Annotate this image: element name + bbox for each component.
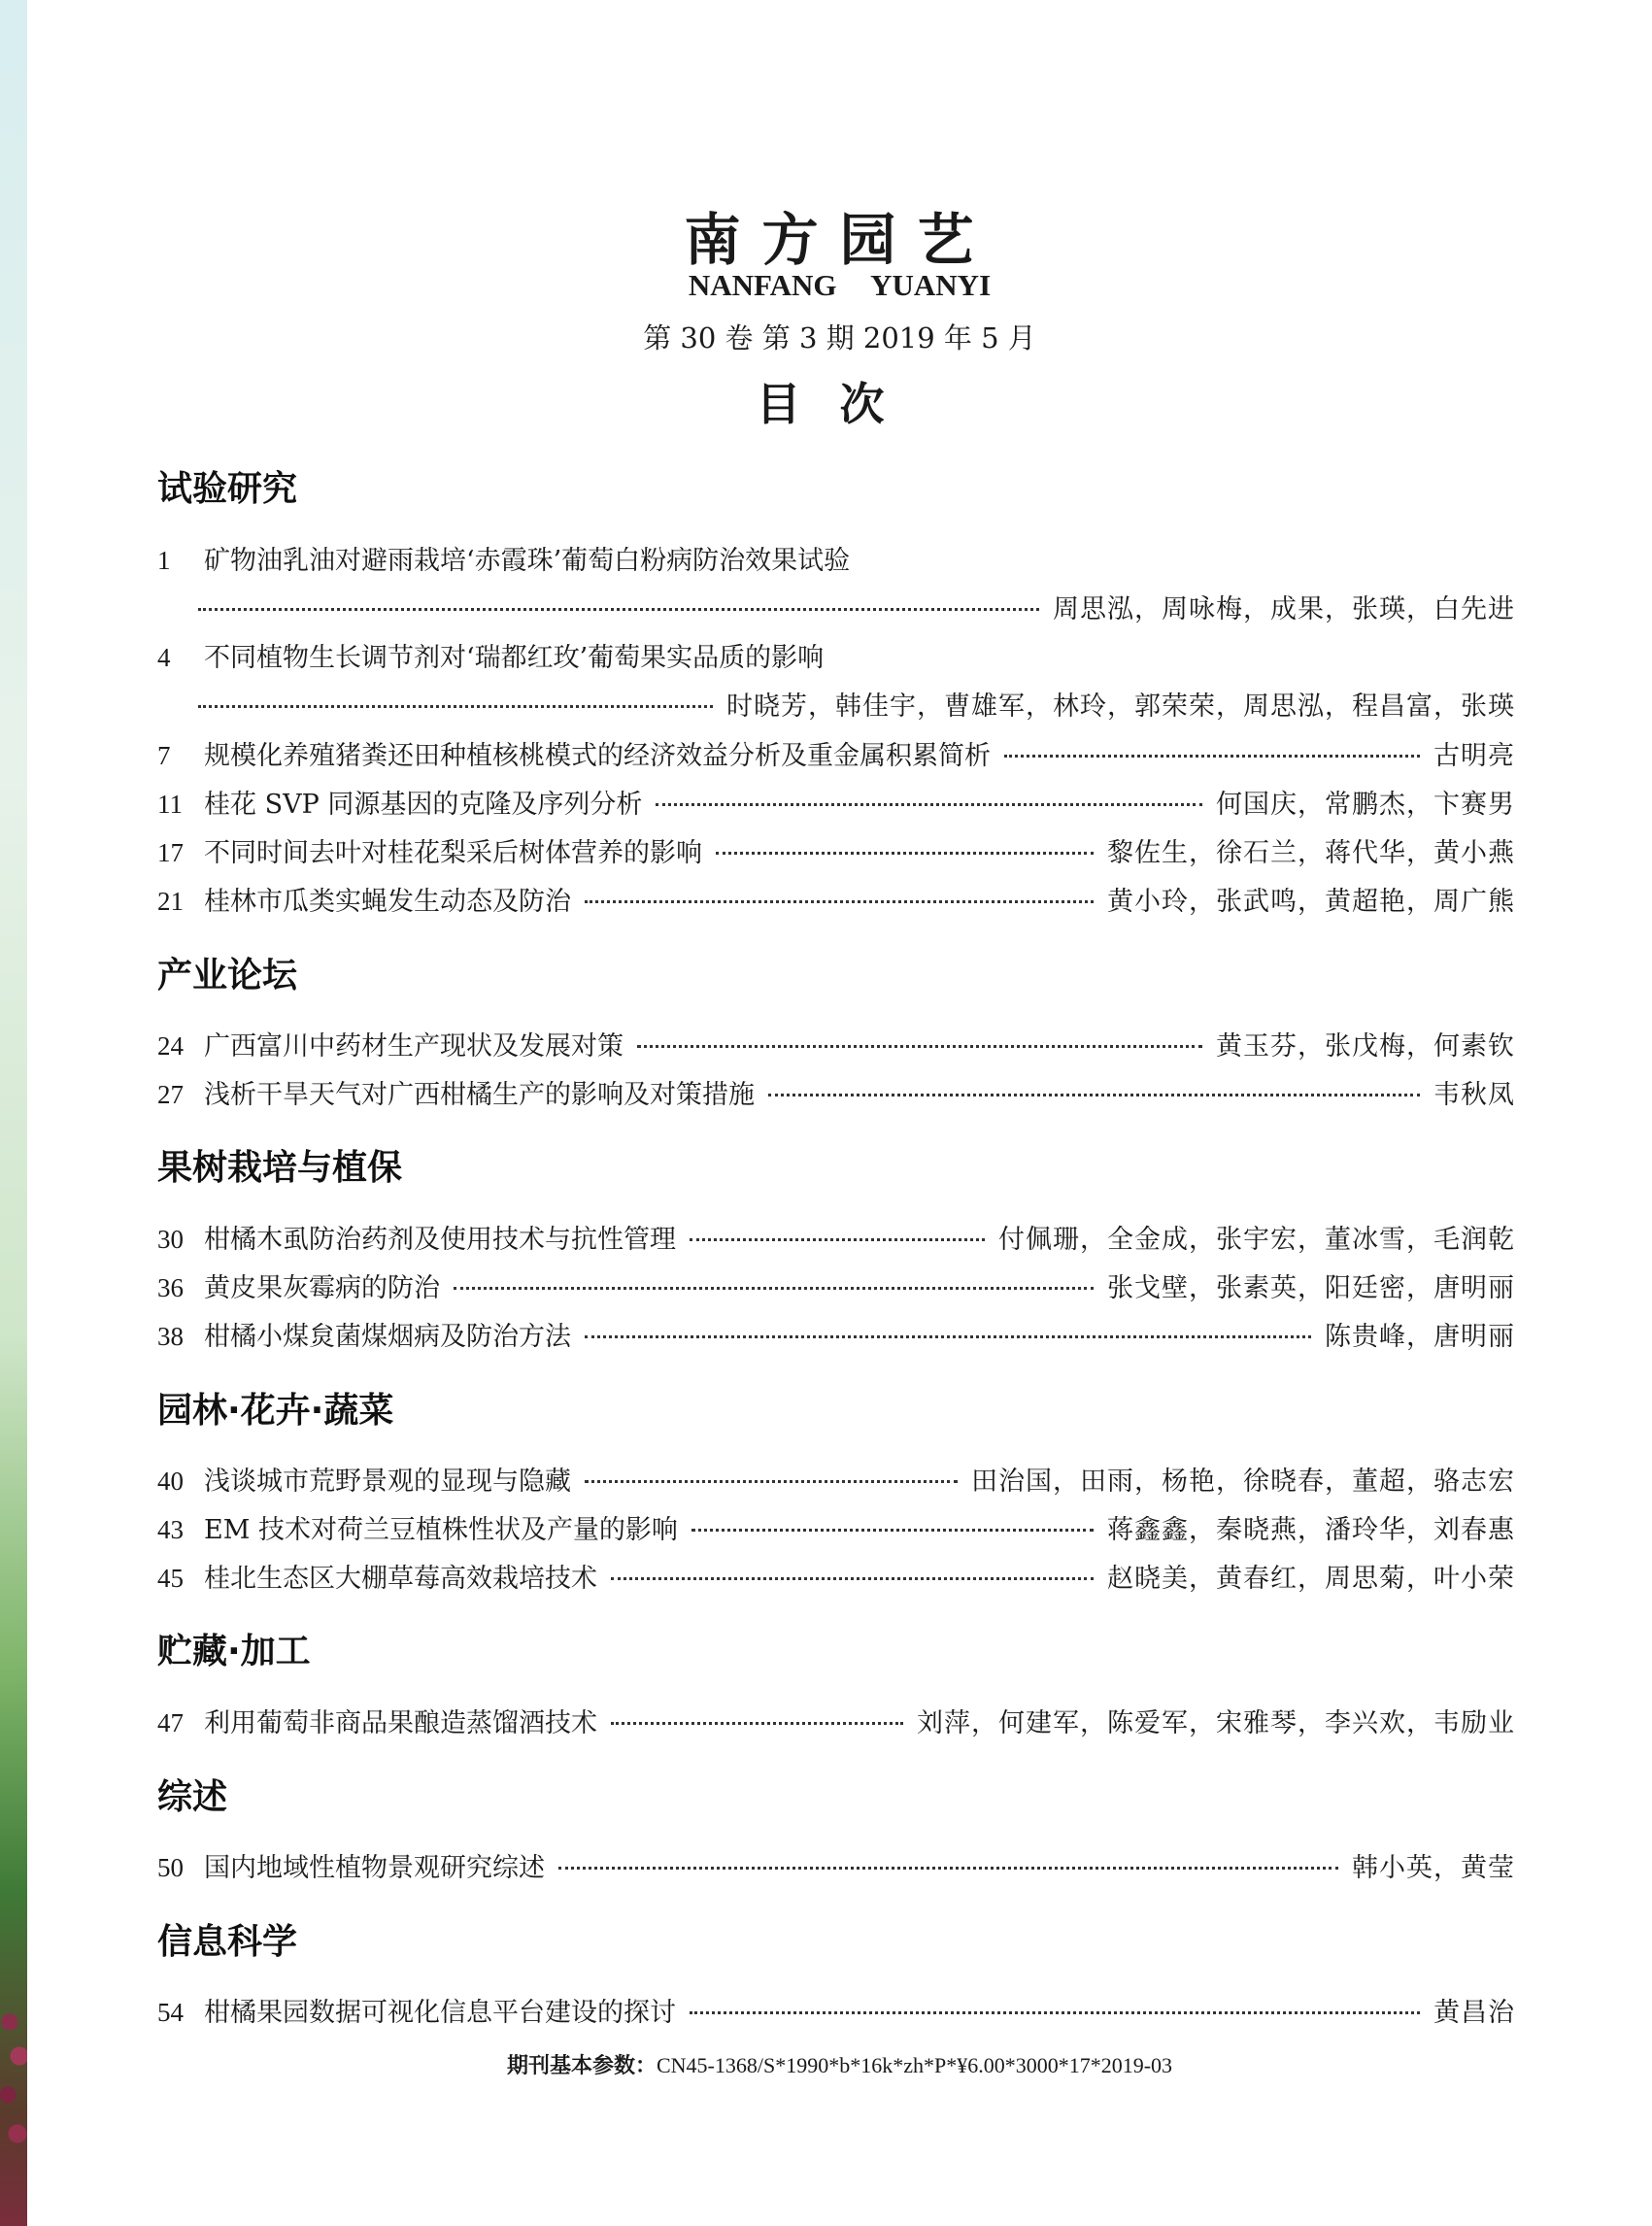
dot-leader	[611, 1722, 903, 1725]
article-title: 桂花 SVP 同源基因的克隆及序列分析	[204, 790, 643, 820]
article-authors: 黄玉芬，张戊梅，何素钦	[1216, 1031, 1515, 1062]
dot-leader	[611, 1577, 1094, 1580]
article-title: 黄皮果灰霉病的防治	[204, 1273, 440, 1303]
article-authors: 陈贵峰，唐明丽	[1325, 1322, 1515, 1352]
dot-leader	[585, 900, 1094, 903]
article-authors: 张戈壁，张素英，阳廷密，唐明丽	[1107, 1273, 1515, 1303]
page-number: 54	[157, 1998, 184, 2027]
page-number: 24	[157, 1031, 184, 1061]
article-title: 浅谈城市荒野景观的显现与隐藏	[204, 1467, 571, 1497]
dot-leader	[690, 2011, 1420, 2014]
article-authors: 付佩珊，全金成，张宇宏，董冰雪，毛润乾	[998, 1225, 1515, 1255]
toc-entry[interactable]	[157, 1315, 1515, 1354]
toc-heading: 目次	[756, 378, 924, 430]
grape-decoration	[0, 2003, 27, 2168]
section-title-landscape-flowers-vegetables: 园林·花卉·蔬菜	[157, 1391, 394, 1431]
section-title-industry-forum: 产业论坛	[157, 956, 298, 995]
section-title-information-science: 信息科学	[157, 1922, 298, 1962]
page-number: 50	[157, 1853, 184, 1882]
toc-entry[interactable]	[157, 539, 1515, 578]
dot-leader	[768, 1094, 1420, 1096]
article-authors: 黎佐生，徐石兰，蒋代华，黄小燕	[1107, 838, 1515, 868]
dot-leader	[691, 1529, 1094, 1532]
toc-entry-authors-line	[157, 588, 1515, 626]
toc-entry[interactable]	[157, 734, 1515, 773]
toc-page	[27, 0, 1652, 2226]
page-number: 47	[157, 1708, 184, 1737]
dot-leader	[637, 1045, 1202, 1048]
cover-edge-strip	[0, 0, 27, 2226]
toc-entry[interactable]	[157, 880, 1515, 919]
toc-entry[interactable]	[157, 1460, 1515, 1499]
article-title: 国内地域性植物景观研究综述	[204, 1853, 545, 1883]
article-title: 规模化养殖猪粪还田种植核桃模式的经济效益分析及重金属积累简析	[204, 741, 991, 771]
dot-leader	[716, 852, 1094, 855]
article-title: EM 技术对荷兰豆植株性状及产量的影响	[204, 1515, 678, 1545]
dot-leader	[198, 608, 1039, 611]
page-number: 4	[157, 643, 171, 672]
article-authors: 韦秋凤	[1433, 1080, 1515, 1110]
journal-parameters	[27, 2049, 1652, 2079]
article-title: 桂林市瓜类实蝇发生动态及防治	[204, 887, 571, 917]
toc-entry[interactable]	[157, 636, 1515, 675]
page-number: 40	[157, 1467, 184, 1496]
toc-entry[interactable]	[157, 1266, 1515, 1305]
toc-entry[interactable]	[157, 1508, 1515, 1547]
page-number: 36	[157, 1273, 184, 1302]
article-title: 不同时间去叶对桂花梨采后树体营养的影响	[204, 838, 702, 868]
toc-entry[interactable]	[157, 783, 1515, 822]
page-number: 11	[157, 790, 183, 819]
journal-roman-title: NANFANG YUANYI	[688, 268, 992, 302]
section-title-fruit-cultivation: 果树栽培与植保	[157, 1148, 403, 1188]
article-title: 柑橘木虱防治药剂及使用技术与抗性管理	[204, 1225, 676, 1255]
page-number: 43	[157, 1515, 184, 1544]
article-title: 柑橘小煤炱菌煤烟病及防治方法	[204, 1322, 571, 1352]
page-number: 30	[157, 1225, 184, 1254]
dot-leader	[198, 705, 713, 708]
issue-info: 第 30 卷 第 3 期 2019 年 5 月	[643, 321, 1036, 354]
article-authors: 何国庆，常鹏杰，卞赛男	[1216, 790, 1515, 820]
section-title-experimental-research: 试验研究	[157, 469, 298, 509]
toc-entry[interactable]	[157, 1218, 1515, 1257]
article-title: 桂北生态区大棚草莓高效栽培技术	[204, 1564, 597, 1594]
toc-entry[interactable]	[157, 1557, 1515, 1596]
toc-entry[interactable]	[157, 1025, 1515, 1063]
article-authors: 蒋鑫鑫，秦晓燕，潘玲华，刘春惠	[1107, 1515, 1515, 1545]
dot-leader	[690, 1238, 985, 1241]
page-number: 21	[157, 887, 184, 916]
dot-leader	[558, 1867, 1338, 1870]
journal-parameters-label: 期刊基本参数：	[506, 2054, 657, 2078]
article-title: 不同植物生长调节剂对‘瑞都红玫’葡萄果实品质的影响	[204, 643, 825, 673]
dot-leader	[656, 803, 1202, 806]
article-authors: 周思泓，周咏梅，成果，张瑛，白先进	[1053, 594, 1515, 624]
dot-leader	[1004, 755, 1420, 758]
toc-entry[interactable]	[157, 1991, 1515, 2030]
article-title: 矿物油乳油对避雨栽培‘赤霞珠’葡萄白粉病防治效果试验	[204, 546, 851, 576]
toc-entry-authors-line	[157, 685, 1515, 724]
page-number: 45	[157, 1564, 184, 1593]
dot-leader	[585, 1480, 958, 1483]
section-title-review: 综述	[157, 1777, 228, 1817]
toc-entry[interactable]	[157, 1073, 1515, 1112]
article-title: 浅析干旱天气对广西柑橘生产的影响及对策措施	[204, 1080, 755, 1110]
article-title: 柑橘果园数据可视化信息平台建设的探讨	[204, 1998, 676, 2028]
section-title-storage-processing: 贮藏·加工	[157, 1632, 311, 1671]
article-title: 广西富川中药材生产现状及发展对策	[204, 1031, 624, 1062]
article-authors: 刘萍，何建军，陈爱军，宋雅琴，李兴欢，韦励业	[917, 1708, 1515, 1738]
article-authors: 黄小玲，张武鸣，黄超艳，周广熊	[1107, 887, 1515, 917]
page-number: 7	[157, 741, 171, 770]
toc-entry[interactable]	[157, 1846, 1515, 1885]
journal-title: 南方园艺	[684, 207, 995, 273]
page-number: 17	[157, 838, 184, 867]
article-authors: 赵晓美，黄春红，周思菊，叶小荣	[1107, 1564, 1515, 1594]
dot-leader	[454, 1287, 1094, 1290]
journal-parameters-value: CN45-1368/S*1990*b*16k*zh*P*¥6.00*3000*17*2019-03	[656, 2053, 1173, 2077]
page-number: 38	[157, 1322, 184, 1351]
article-authors: 古明亮	[1433, 741, 1515, 771]
toc-entry[interactable]	[157, 831, 1515, 870]
toc-entry[interactable]	[157, 1702, 1515, 1740]
page-number: 1	[157, 546, 171, 575]
dot-leader	[585, 1335, 1311, 1338]
page-number: 27	[157, 1080, 184, 1109]
article-authors: 黄昌治	[1433, 1998, 1515, 2028]
article-authors: 韩小英，黄莹	[1352, 1853, 1515, 1883]
article-authors: 时晓芳，韩佳宇，曹雄军，林玲，郭荣荣，周思泓，程昌富，张瑛	[726, 691, 1515, 722]
article-authors: 田治国，田雨，杨艳，徐晓春，董超，骆志宏	[971, 1467, 1515, 1497]
article-title: 利用葡萄非商品果酿造蒸馏酒技术	[204, 1708, 597, 1738]
